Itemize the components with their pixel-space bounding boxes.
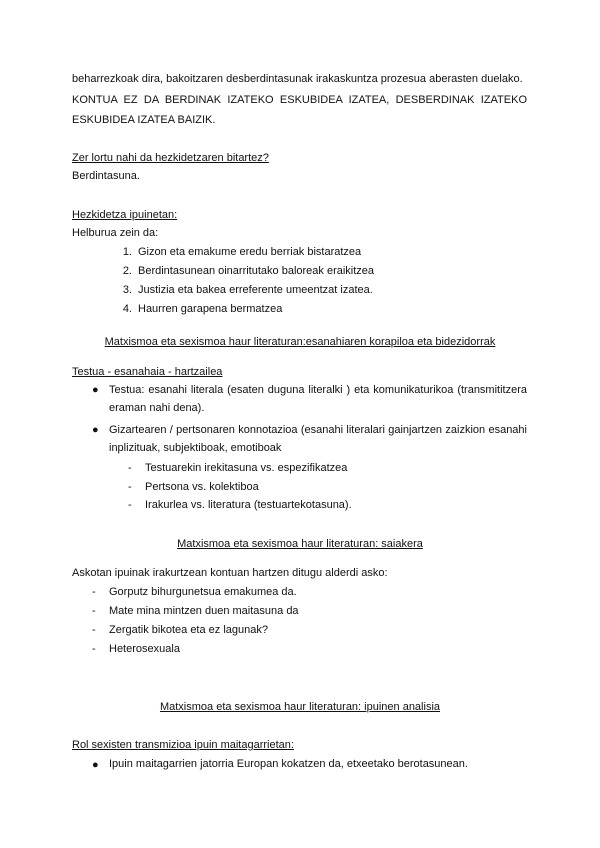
list-item-text: Justizia eta bakea erreferente umeentzat izatea. (138, 284, 373, 296)
section2-intro: Askotan ipuinak irakurtzean kontuan hartzen ditugu alderdi asko: (72, 567, 388, 579)
list-item-number: 3. (122, 284, 132, 296)
list-item-text: Haurren garapena bermatzea (138, 303, 283, 315)
list-item: Testuarekin irekitasuna vs. espezifikatzea (145, 462, 348, 474)
dash-icon: - (92, 643, 96, 655)
question-answer: Berdintasuna. (72, 170, 140, 182)
section1-title: Matxismoa eta sexismoa haur literaturan:esanahiaren korapiloa eta bidezidorrak (104, 336, 496, 348)
section1-subtitle: Testua - esanahaia - hartzailea (72, 366, 223, 378)
list-item: Testua: esanahi literala (esaten duguna literalki ) eta komunikaturikoa (transmititzera eraman nahi dena). (109, 384, 527, 414)
section3-subheading: Rol sexisten transmizioa ipuin maitagarrietan: (72, 739, 294, 751)
ipuinetan-heading: Hezkidetza ipuinetan: (72, 209, 178, 221)
intro-line-2: KONTUA EZ DA BERDINAK IZATEKO ESKUBIDEA IZATEA, DESBERDINAK IZATEKO (72, 94, 527, 106)
list-item-number: 2. (122, 265, 132, 277)
list-item-number: 4. (122, 303, 132, 315)
list-item-number: 1. (122, 246, 132, 258)
question-heading: Zer lortu nahi da hezkidetzaren bitartez? (72, 152, 269, 164)
dash-icon: - (128, 499, 132, 511)
list-item-text: Gizon eta emakume eredu berriak bistaratzea (138, 246, 362, 258)
dash-icon: - (92, 586, 96, 598)
bullet-icon: ● (92, 424, 99, 436)
ipuinetan-subheading: Helburua zein da: (72, 227, 159, 239)
list-item: Gizartearen / pertsonaren konnotazioa (esanahi literalari gainjartzen zaizkion esanahi inplizituak, subjektiboak, emotiboak (109, 424, 527, 454)
list-item: Heterosexuala (109, 643, 180, 655)
list-item: Mate mina mintzen duen maitasuna da (109, 605, 299, 617)
section2-title: Matxismoa eta sexismoa haur literaturan: saiakera (177, 538, 423, 550)
list-item-text: Berdintasunean oinarritutako baloreak eraikitzea (138, 265, 375, 277)
intro-line-3: ESKUBIDEA IZATEA BAIZIK. (72, 114, 216, 126)
list-item: Ipuin maitagarrien jatorria Europan kokatzen da, etxeetako berotasunean. (109, 758, 468, 770)
list-item: Gorputz bihurgunetsua emakumea da. (109, 586, 297, 598)
bullet-icon: ● (92, 759, 99, 771)
intro-line-1: beharrezkoak dira, bakoitzaren desberdintasunak irakaskuntza prozesua aberasten duelako. (72, 73, 523, 85)
dash-icon: - (92, 605, 96, 617)
bullet-icon: ● (92, 384, 99, 396)
list-item: Irakurlea vs. literatura (testuartekotasuna). (145, 499, 352, 511)
list-item: Zergatik bikotea eta ez lagunak? (109, 624, 268, 636)
dash-icon: - (92, 624, 96, 636)
dash-icon: - (128, 481, 132, 493)
list-item: Pertsona vs. kolektiboa (145, 481, 259, 493)
dash-icon: - (128, 462, 132, 474)
section3-title: Matxismoa eta sexismoa haur literaturan: ipuinen analisia (159, 701, 441, 713)
